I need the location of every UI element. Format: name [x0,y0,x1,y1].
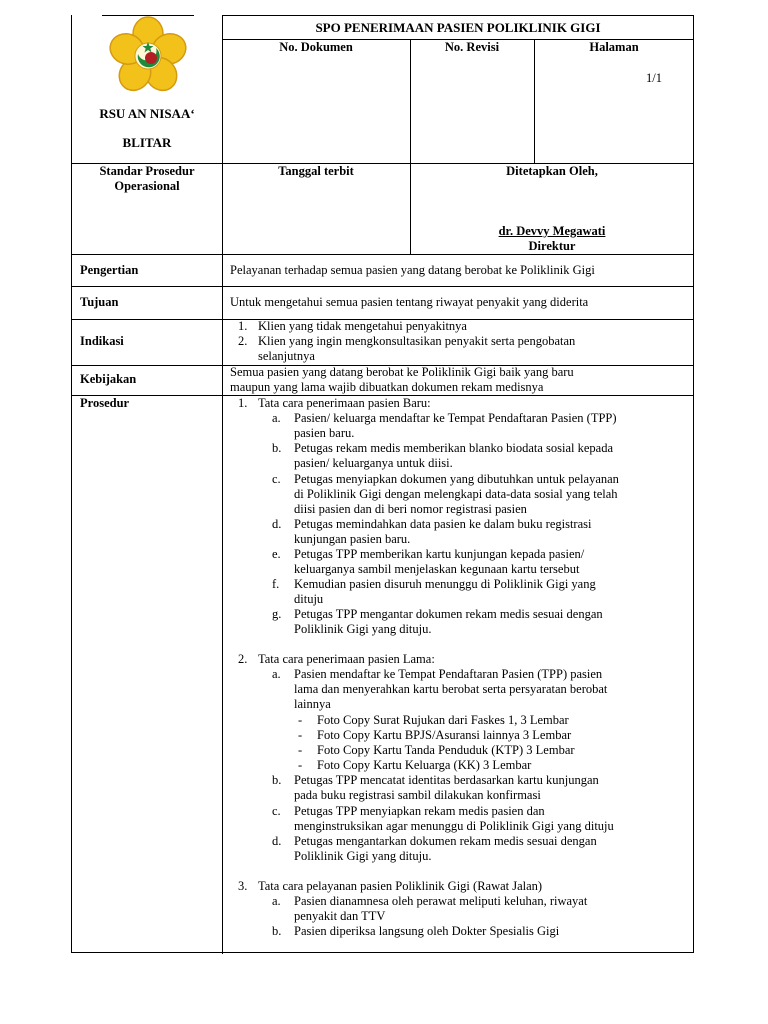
list-marker: b. [272,441,282,455]
list-marker: - [298,758,303,772]
prosedur-1g: Petugas TPP mengantar dokumen rekam medis sesuai dengan [294,607,603,621]
prosedur-2a-sub-1: Foto Copy Surat Rujukan dari Faskes 1, 3 Lembar [317,713,569,727]
prosedur-2a-cont: lama dan menyerahkan kartu berobat serta persyaratan berobat [294,682,608,696]
prosedur-1e-cont: keluarganya sambil menjelaskan kegunaan kartu tersebut [294,562,580,576]
prosedur-1a-cont: pasien baru. [294,426,355,440]
prosedur-1b: Petugas rekam medis memberikan blanko biodata sosial kepada [294,441,614,455]
border-gap [72,14,102,18]
page-label: Halaman [589,40,639,54]
revision-label: No. Revisi [444,40,500,54]
border-gap [194,14,222,18]
prosedur-1g-cont: Poliklinik Gigi yang dituju. [294,622,432,636]
list-marker: 2. [238,652,248,666]
divider [534,39,535,163]
list-marker: g. [272,607,282,621]
prosedur-2b-cont: pada buku registrasi sambil dilakukan konfirmasi [294,788,541,802]
list-marker: d. [272,834,282,848]
approver-title: Direktur [528,239,576,253]
list-marker: 1. [238,319,248,333]
prosedur-2-title: Tata cara penerimaan pasien Lama: [258,652,435,666]
prosedur-3a: Pasien dianamnesa oleh perawat meliputi keluhan, riwayat [294,894,588,908]
list-marker: d. [272,517,282,531]
divider [410,39,411,163]
spo-document [71,15,694,953]
hospital-city: BLITAR [122,135,172,150]
list-marker: c. [272,804,281,818]
page-value: 1/1 [646,71,662,85]
prosedur-label: Prosedur [80,396,130,410]
prosedur-1c: Petugas menyiapkan dokumen yang dibutuhkan untuk pelayanan [294,472,619,486]
prosedur-1f-cont: dituju [294,592,324,606]
list-marker: c. [272,472,281,486]
pengertian-text: Pelayanan terhadap semua pasien yang datang berobat ke Poliklinik Gigi [230,263,595,277]
prosedur-1d-cont: kunjungan pasien baru. [294,532,411,546]
tujuan-label: Tujuan [80,295,119,309]
approved-by-label: Ditetapkan Oleh, [506,164,598,178]
doc-number-label: No. Dokumen [279,40,353,54]
indikasi-label: Indikasi [80,334,124,348]
prosedur-1c-cont: diisi pasien dan di beri nomor registrasi pasien [294,502,527,516]
prosedur-2b: Petugas TPP mencatat identitas berdasarkan kartu kunjungan [294,773,599,787]
approver-name: dr. Devvy Megawati [498,224,606,238]
divider [72,286,694,287]
kebijakan-line1: Semua pasien yang datang berobat ke Poliklinik Gigi baik yang baru [230,365,574,379]
prosedur-1a: Pasien/ keluarga mendaftar ke Tempat Pendaftaran Pasien (TPP) [294,411,617,425]
list-marker: 3. [238,879,248,893]
list-marker: b. [272,924,282,938]
prosedur-2c: Petugas TPP menyiapkan rekam medis pasien dan [294,804,545,818]
prosedur-2a-cont: lainnya [294,697,331,711]
indikasi-item-1: Klien yang tidak mengetahui penyakitnya [258,319,467,333]
divider [222,254,223,954]
list-marker: f. [272,577,280,591]
prosedur-2a-sub-4: Foto Copy Kartu Keluarga (KK) 3 Lembar [317,758,532,772]
prosedur-2a-sub-3: Foto Copy Kartu Tanda Penduduk (KTP) 3 Lembar [317,743,575,757]
list-marker: e. [272,547,281,561]
list-marker: a. [272,894,281,908]
list-marker: - [298,743,303,757]
kebijakan-label: Kebijakan [80,372,137,386]
prosedur-1c-cont: di Poliklinik Gigi dengan melengkapi data-data sosial yang telah [294,487,618,501]
list-marker: 2. [238,334,248,348]
prosedur-2d-cont: Poliklinik Gigi yang dituju. [294,849,432,863]
prosedur-3a-cont: penyakit dan TTV [294,909,386,923]
prosedur-1-title: Tata cara penerimaan pasien Baru: [258,396,431,410]
pengertian-label: Pengertian [80,263,139,277]
prosedur-2a-sub-2: Foto Copy Kartu BPJS/Asuransi lainnya 3 Lembar [317,728,572,742]
list-marker: a. [272,667,281,681]
indikasi-item-2: Klien yang ingin mengkonsultasikan penyakit serta pengobatan [258,334,576,348]
tujuan-text: Untuk mengetahui semua pasien tentang riwayat penyakit yang diderita [230,295,589,309]
list-marker: b. [272,773,282,787]
prosedur-2c-cont: menginstruksikan agar menunggu di Poliklinik Gigi yang dituju [294,819,614,833]
list-marker: 1. [238,396,248,410]
page-title: SPO PENERIMAAN PASIEN POLIKLINIK GIGI [315,20,601,35]
divider [72,254,694,255]
list-marker: - [298,728,303,742]
kebijakan-line2: maupun yang lama wajib dibuatkan dokumen rekam medisnya [230,380,544,394]
prosedur-2d: Petugas mengantarkan dokumen rekam medis sesuai dengan [294,834,597,848]
spo-label-line2: Operasional [114,179,180,193]
prosedur-1d: Petugas memindahkan data pasien ke dalam buku registrasi [294,517,592,531]
hospital-name: RSU AN NISAA‘ [99,106,195,121]
prosedur-1e: Petugas TPP memberikan kartu kunjungan kepada pasien/ [294,547,585,561]
prosedur-1b-cont: pasien/ keluarganya untuk diisi. [294,456,453,470]
prosedur-3b: Pasien diperiksa langsung oleh Dokter Spesialis Gigi [294,924,560,938]
list-marker: - [298,713,303,727]
prosedur-1f: Kemudian pasien disuruh menunggu di Poliklinik Gigi yang [294,577,596,591]
prosedur-3-title: Tata cara pelayanan pasien Poliklinik Gigi (Rawat Jalan) [258,879,543,893]
list-marker: a. [272,411,281,425]
issue-date-label: Tanggal terbit [278,164,354,178]
hospital-logo-icon [100,16,196,96]
indikasi-item-2-cont: selanjutnya [258,349,315,363]
prosedur-2a: Pasien mendaftar ke Tempat Pendaftaran Pasien (TPP) pasien [294,667,603,681]
spo-label-line1: Standar Prosedur [99,164,195,178]
